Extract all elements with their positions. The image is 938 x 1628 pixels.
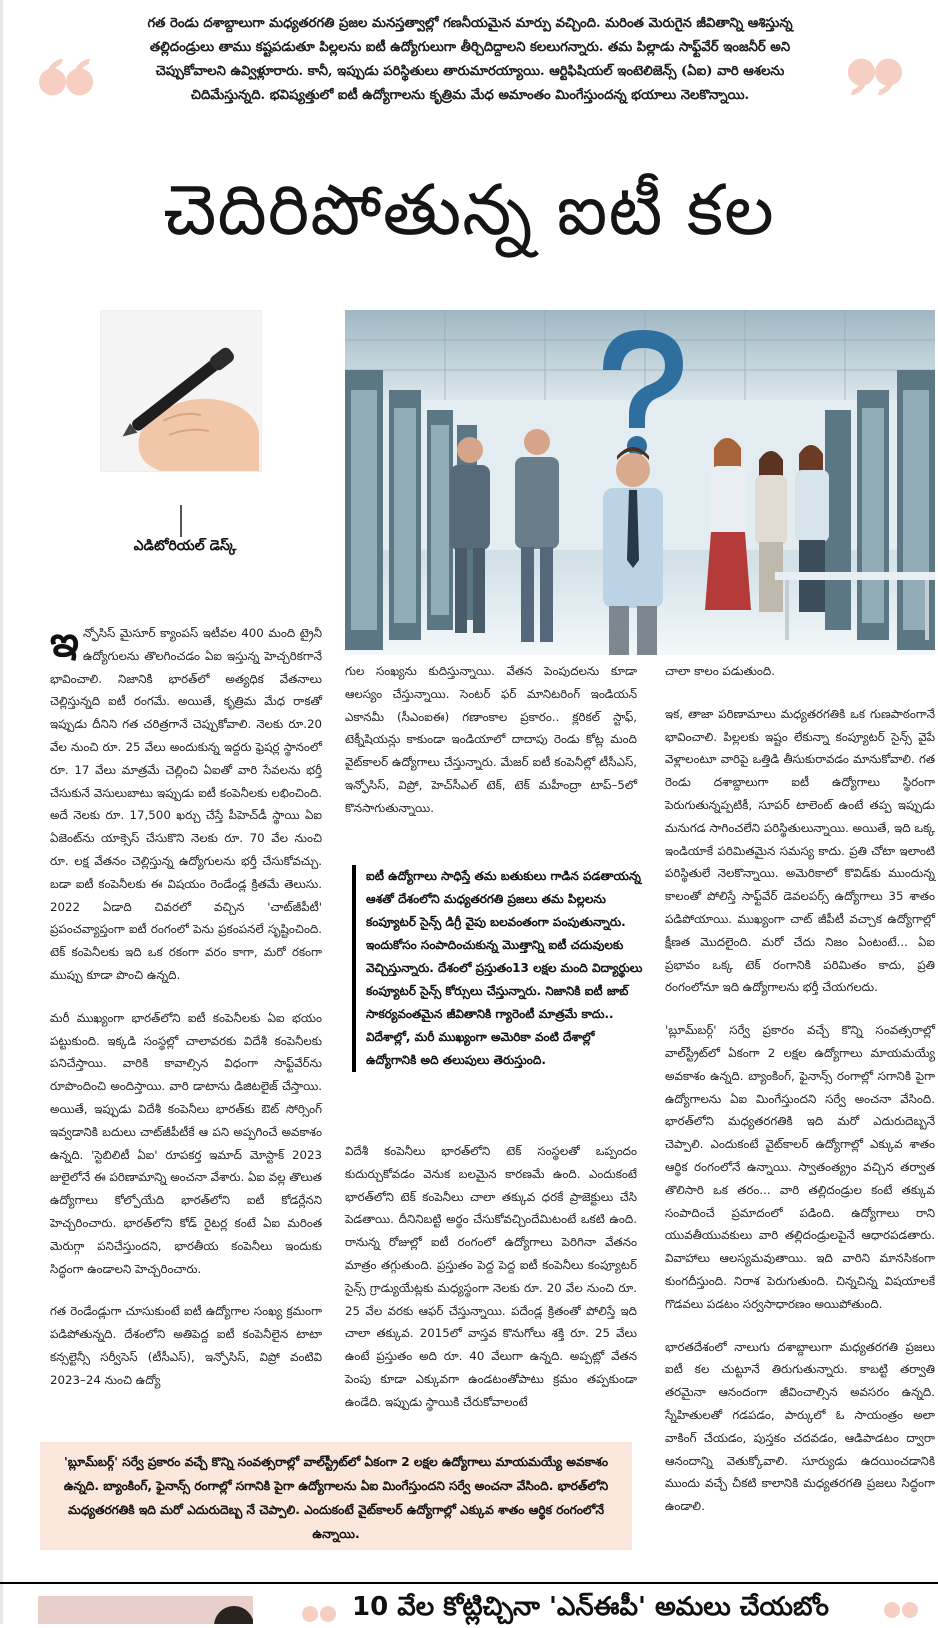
footer-photo — [38, 1596, 253, 1624]
byline-divider — [180, 505, 182, 537]
footer-divider — [0, 1582, 938, 1584]
intro-paragraph: గత రెండు దశాబ్దాలుగా మధ్యతరగతి ప్రజల మనస్తత్వాల్లో గణనీయమైన మార్పు వచ్చింది. మరింత మెరుగైన జీవితాన్ని ఆశిస్తున్న తల్లిదండ్రులు తాము కష్టపడుతూ పిల్లలను ఐటీ ఉద్యోగులుగా తీర్చిదిద్దాలని కలలుగన్నారు. తమ పిల్లాడు సాఫ్ట్‌వేర్ ఇంజనీర్ అని చెప్పుకోవాలని ఉవ్విళ్లూరారు. కానీ, ఇప్పుడు పరిస్థితులు తారుమారయ్యాయి. ఆర్టిఫిషియల్ ఇంటెలిజెన్స్ (ఏఐ) వారి ఆశలను చిదిమేస్తున్నది. భవిష్యత్తులో ఐటీ ఉద్యోగాలను కృత్రిమ మేధ అమాంతం మింగేస్తుందన్న భయాలు నెలకొన్నాయి. — [147, 16, 793, 103]
office-question-mark-illustration — [345, 310, 935, 655]
article-paragraph: మరీ ముఖ్యంగా భారత్‌లోని ఐటీ కంపెనీలకు ఏఐ భయం పట్టుకుంది. ఇక్కడి సంస్థల్లో చాలావరకు విదేశీ కంపెనీలకు పనిచేస్తాయి. వారికి కావాల్సిన విధంగా సాఫ్ట్‌వేర్‌ను రూపొందించి అందిస్తాయి. వారి డాటాను డిజిటలైజ్ చేస్తాయి. అయితే, ఇప్పుడు విదేశీ కంపెనీలు భారత్‌కు ఔట్ సోర్సింగ్ ఇవ్వడానికి బదులు చాట్‌జీపీటీకే ఆ పని అప్పగించే అవకాశం ఉన్నది. 'స్టెబిలిటీ ఏఐ' రూపకర్త ఇమాద్ మోస్టాక్ 2023 జులైలోనే ఈ పరిణామాన్ని అంచనా వేశారు. ఏఐ వల్ల తొలుత ఉద్యోగాలు కోల్పోయేది భారత్‌లోని ఐటీ కోడర్లేనని హెచ్చరించారు. భారత్‌లోని కోడ్ రైటర్ల కంటే ఏఐ మరింత మెరుగ్గా పనిచేస్తుందని, భారతీయ కంపెనీలు ఇందుకు సిద్ధంగా ఉండాలని హెచ్చరించారు. — [50, 1010, 322, 1276]
drop-cap: ఇ — [50, 617, 79, 666]
byline: ఎడిటోరియల్ డెస్క్ — [133, 538, 237, 554]
quote-close-icon — [880, 1596, 920, 1624]
article-paragraph: విదేశీ కంపెనీలు భారత్‌లోని టెక్ సంస్థలతో ఒప్పందం కుదుర్చుకోవడం వెనుక బలమైన కారణమే ఉంది. ఎందుకంటే భారత్‌లోని టెక్ కంపెనీలు చాలా తక్కువ ధరకే ప్రాజెక్టులు చేసి పెడతాయి. దీనినిబట్టి అర్థం చేసుకోవచ్చిందేమిటంటే ఒకటి ఉంది. రానున్న రోజుల్లో ఐటీ రంగంలో ఉద్యోగాలు పెరిగినా వేతనం మాత్రం తగ్గుతుంది. ప్రస్తుతం పెద్ద పెద్ద ఐటీ కంపెనీలు కంప్యూటర్ సైన్స్ గ్రాడ్యుయేట్లకు మధ్యస్థంగా నెలకు రూ. 20 వేల నుంచి రూ. 25 వేల వరకు ఆఫర్ చేస్తున్నాయి. పదేండ్ల క్రితంతో పోలిస్తే ఇది చాలా తక్కువ. 2015లో వాస్తవ కొనుగోలు శక్తి రూ. 25 వేలు ఉంటే ప్రస్తుతం అది రూ. 40 వేలుగా ఉన్నది. అప్పట్లో వేతన పెంపు కూడా ఎక్కువగా ఉండటంతోపాటు క్రమం తప్పకుండా ఉండేది. ఇప్పుడు స్థాయికి చేరుకోవాలంటే — [345, 1144, 637, 1409]
page-headline: చెదిరిపోతున్న ఐటీ కల — [163, 169, 775, 251]
article-paragraph: గుల సంఖ్యను కుదిస్తున్నాయి. వేతన పెంపుదలను కూడా ఆలస్యం చేస్తున్నాయి. సెంటర్ ఫర్ మానిటరింగ్ ఇండియన్ ఎకానమీ (సీఎంఐఈ) గణాంకాల ప్రకారం.. క్లరికల్ స్టాఫ్, టెక్నీషియన్లు కాకుండా ఇండియాలో దాదాపు రెండు కోట్ల మంది వైట్‌కాలర్ ఉద్యోగాలు చేస్తున్నారు. మేజర్ ఐటీ కంపెనీల్లో టీసీఎస్, ఇన్ఫోసిస్, విప్రో, హెచ్‌సీఎల్ టెక్, టెక్ మహీంద్రా టాప్–5లో కొనసాగుతున్నాయి. — [345, 664, 637, 815]
article-paragraph: ఇక, తాజా పరిణామాలు మధ్యతరగతికి ఒక గుణపాఠంగానే భావించాలి. పిల్లలకు ఇష్టం లేకున్నా కంప్యూటర్ సైన్స్ వైపే వెళ్లాలంటూ వారిపై ఒత్తిడి తీసుకురావడం మానుకోవాలి. గత రెండు దశాబ్దాలుగా ఐటీ ఉద్యోగాలు స్థిరంగా పెరుగుతున్నప్పటికీ, సూపర్ టాలెంట్ ఉంటే తప్ప ఇప్పుడు మనుగడ సాగించలేని పరిస్థితులున్నాయి. అయితే, ఇది ఒక్క ఇండియాకే పరిమితమైన సమస్య కాదు. ప్రతి చోటా ఇలాంటి పరిస్థితులే నెలకొన్నాయి. అమెరికాలో కొవిడ్‌కు ముందున్న కాలంతో పోలిస్తే సాఫ్ట్‌వేర్ డెవలపర్స్ ఉద్యోగాలు 35 శాతం పడిపోయాయి. ముఖ్యంగా చాట్ జీపీటీ వచ్చాక ఉద్యోగాల్లో క్షీణత మొదలైంది. మరో చేదు నిజం ఏంటంటే... ఏఐ ప్రభావం ఒక్క టెక్ రంగానికి పరిమితం కాదు, ప్రతి రంగంలోనూ ఇది ఉద్యోగాలను భర్తీ చేయగలదు. — [665, 706, 935, 995]
highlight-box: ఐటీ ఉద్యోగాలు సాధిస్తే తమ బతుకులు గాడిన పడతాయన్న ఆశతో దేశంలోని మధ్యతరగతి ప్రజలు తమ పిల్లలను కంప్యూటర్ సైన్స్ డిగ్రీ వైపు బలవంతంగా పంపుతున్నారు. ఇందుకోసం సంపాదించుకున్న మొత్తాన్ని ఐటీ చదువులకు వెచ్చిస్తున్నారు. దేశంలో ప్రస్తుతం13 లక్షల మంది విద్యార్థులు కంప్యూటర్ సైన్స్ కోర్సులు చేస్తున్నారు. నిజానికి ఐటీ జాబ్ సాకర్యవంతమైన జీవితానికి గ్యారెంటీ మాత్రమే కాదు.. విదేశాల్లో, మరీ ముఖ్యంగా అమెరికా వంటి దేశాల్లో ఉద్యోగానికి అది తలుపులు తెరుస్తుంది. — [352, 865, 648, 1072]
article-paragraph: చాలా కాలం పడుతుంది. — [665, 664, 775, 678]
pull-quote: 'బ్లూమ్‌బర్గ్' సర్వే ప్రకారం వచ్చే కొన్ని సంవత్సరాల్లో వాల్‌స్ట్రీట్‌లో ఏకంగా 2 లక్షల ఉద్యోగాలు మాయమయ్యే అవకాశం ఉన్నది. బ్యాంకింగ్, ఫైనాన్స్ రంగాల్లో సగానికి పైగా ఉద్యోగాలను ఏఐ మింగేస్తుందని సర్వే అంచనా వేసింది. భారత్‌లోని మధ్యతరగతికి ఇది మరో ఎదురుదెబ్బ నే చెప్పాలి. ఎందుకంటే వైట్‌కాలర్ ఉద్యోగాల్లో ఎక్కువ శాతం ఆర్థిక రంగంలోనే ఉన్నాయి. — [40, 1442, 632, 1550]
article-column-2-continued — [345, 1140, 637, 1434]
quote-open-icon — [300, 1596, 340, 1624]
quote-open-icon — [38, 52, 96, 102]
article-text: న్ఫోసిస్ మైసూర్ క్యాంపస్ ఇటీవల 400 మంది ట్రైనీ ఉద్యోగులను తొలగించడం ఏఐ ఇస్తున్న హెచ్చరికగానే భావించాలి. నిజానికి భారత్‌లో అత్యధిక వేతనాలు చెల్లిస్తున్నది ఐటీ రంగమే. అయితే, కృత్రిమ మేధ రాకతో ఇప్పుడు దీనిని గత చరిత్రగానే చెప్పుకోవాలి. నెలకు రూ.20 వేల నుంచి రూ. 25 వేలు అందుకున్న ఇద్దరు ఫ్రెషర్ల స్థానంలో రూ. 17 వేలు మాత్రమే చెల్లించి ఏఐతో వారి సేవలను భర్తీ చేసుకునే వెసులుబాటు ఇప్పుడు ఐటీ కంపెనీలకు లభించింది. అదే నెలకు రూ. 17,500 ఖర్చు చేస్తే పీహెచ్‌డీ స్థాయి ఏఐ ఏజెంట్‌ను యాక్సెస్ చేసుకొని నెలకు రూ. 70 వేల నుంచి రూ. లక్ష వేతనం చెల్లిస్తున్న ఉద్యోగులను భర్తీ చేసుకోవచ్చు. బడా ఐటీ కంపెనీలకు ఈ విషయం రెండేండ్ల క్రితమే తెలుసు. 2022 ఏడాది చివరలో వచ్చిన 'చాట్‌జీపీటీ' ప్రపంచవ్యాప్తంగా ఐటీ రంగంలో పెను ప్రకంపనలే సృష్టించింది. టెక్ కంపెనీలకు ఇది ఒక రకంగా వరం కాగా, మరో రకంగా ముప్పు కూడా పొంచి ఉన్నది. — [50, 626, 322, 982]
article-paragraph: 'బ్లూమ్‌బర్గ్' సర్వే ప్రకారం వచ్చే కొన్ని సంవత్సరాల్లో వాల్‌స్ట్రీట్‌లో ఏకంగా 2 లక్షల ఉద్యోగాలు మాయమయ్యే అవకాశం ఉన్నది. బ్యాంకింగ్, ఫైనాన్స్ రంగాల్లో సగానికి పైగా ఉద్యోగాలను ఏఐ మింగేస్తుందని సర్వే అంచనా వేసింది. భారత్‌లోని మధ్యతరగతికి ఇది మరో ఎదురుదెబ్బనే చెప్పాలి. ఎందుకంటే వైట్‌కాలర్ ఉద్యోగాల్లో ఎక్కువ శాతం ఆర్థిక రంగంలోనే ఉన్నాయి. స్వాతంత్య్రం వచ్చిన తర్వాత తొలిసారి ఒక తరం... వారి తల్లిదండ్రుల కంటే తక్కువ సంపాదించే ప్రమాదంలో పడింది. ఉద్యోగాలు రాని యువతీయువకులు వారి తల్లిదండ్రులపైనే ఆధారపడతారు. వివాహాలు ఆలస్యమవుతాయి. ఇది వారిని మానసికంగా కుంగదీస్తుంది. నిరాశ పెరుగుతుంది. చిన్నచిన్న విషయాలకే గొడవలు పడటం సర్వసాధారణం అయిపోతుంది. — [665, 1023, 935, 1311]
article-paragraph: భారతదేశంలో నాలుగు దశాబ్దాలుగా మధ్యతరగతి ప్రజలు ఐటీ కల చుట్టూనే తిరుగుతున్నారు. కాబట్టి తర్వాతి తరమైనా ఆనందంగా జీవించాల్సిన అవసరం ఉన్నది. స్నేహితులతో గడపడం, పార్కులో ఓ సాయంత్రం అలా వాకింగ్ చేయడం, పుస్తకం చదవడం, ఆడిపాడటం ద్వారా ఆనందాన్ని వెతుక్కోవాలి. సూర్యుడు ఉదయించడానికి ముందు వచ్చే చీకటి కాలానికి మధ్యతరగతి ప్రజలు సిద్ధంగా ఉండాలి. — [665, 1339, 935, 1514]
article-paragraph — [50, 617, 322, 987]
article-column-1 — [50, 617, 322, 1412]
next-article-headline[interactable]: 10 వేల కోట్లిచ్చినా 'ఎన్‌ఈపీ' అమలు చేయబోం — [352, 1592, 829, 1622]
pen-in-hand-illustration — [100, 310, 262, 472]
quote-close-icon — [845, 52, 903, 102]
article-column-3 — [665, 660, 935, 1538]
article-column-2 — [345, 660, 637, 840]
article-paragraph: గత రెండేండ్లుగా చూసుకుంటే ఐటీ ఉద్యోగాల సంఖ్య క్రమంగా పడిపోతున్నది. దేశంలోని అతిపెద్ద ఐటీ కంపెనీలైన టాటా కన్సల్టెన్సీ సర్వీసెస్ (టీసీఎస్), ఇన్ఫోసిస్, విప్రో వంటివి 2023–24 నుంచి ఉద్యో — [50, 1304, 322, 1387]
